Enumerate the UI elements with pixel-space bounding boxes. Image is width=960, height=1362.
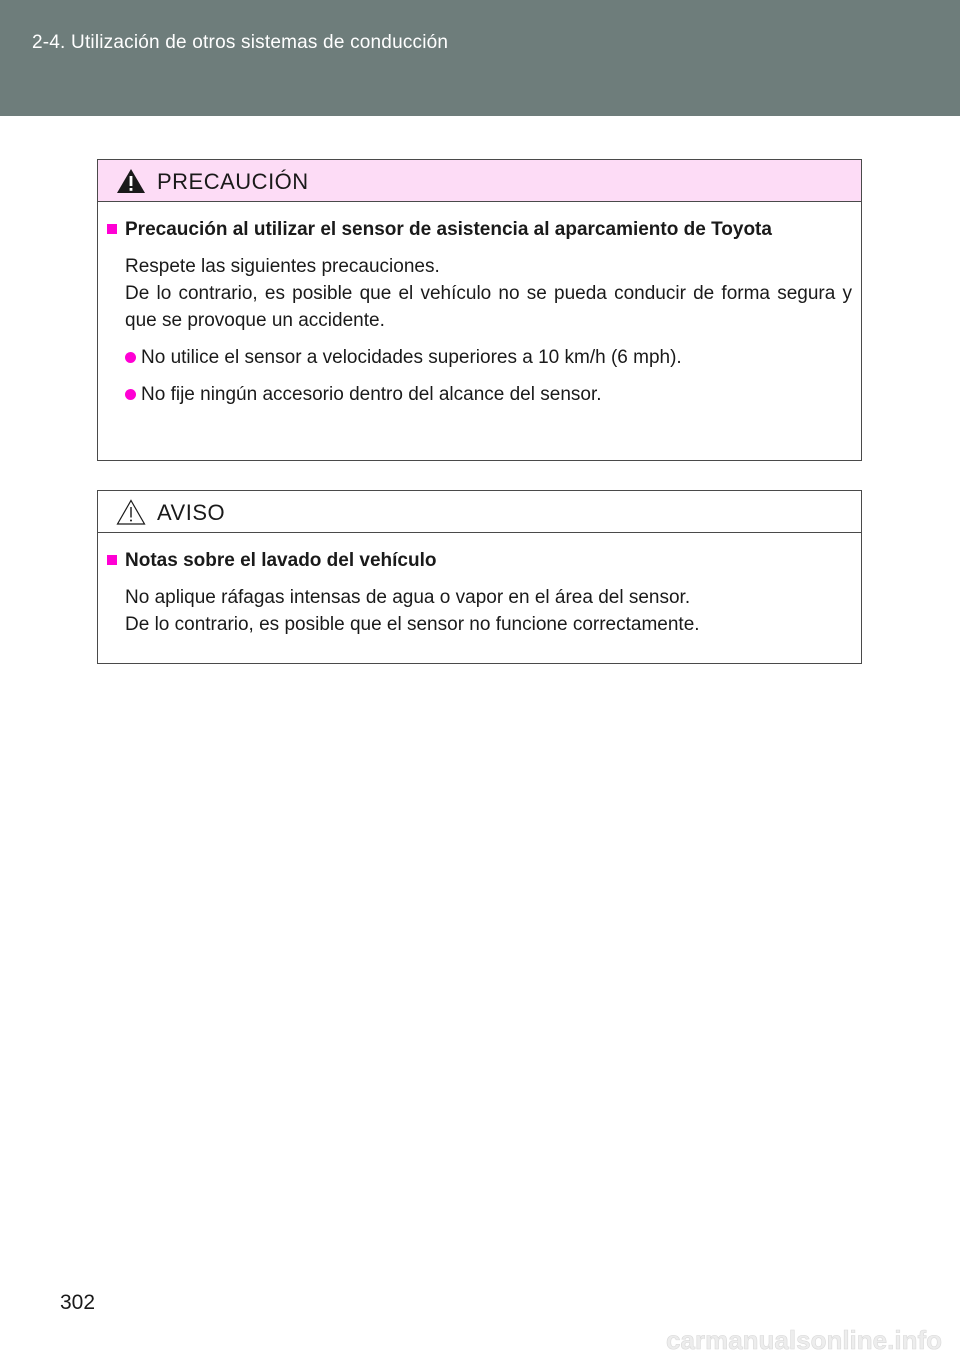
- warning-triangle-outline-icon: [116, 499, 146, 525]
- round-bullet-icon: [125, 352, 136, 363]
- notice-body: [98, 533, 861, 638]
- caution-bullet-2: No fije ningún accesorio dentro del alcance del sensor.: [141, 384, 602, 405]
- notice-para2: De lo contrario, es posible que el sensor no funcione correctamente.: [125, 614, 700, 635]
- caution-para2: De lo contrario, es posible que el vehículo no se pueda conducir de forma segura y que se provoque un accidente.: [125, 283, 852, 331]
- section-title: 2-4. Utilización de otros sistemas de conducción: [32, 32, 449, 53]
- square-bullet-icon: [107, 555, 117, 565]
- caution-label: PRECAUCIÓN: [157, 169, 309, 194]
- watermark-logo: [584, 1325, 944, 1355]
- caution-para1: Respete las siguientes precauciones.: [125, 256, 440, 277]
- page-number: 302: [60, 1291, 96, 1314]
- caution-paragraph: [107, 253, 852, 334]
- caution-header: [98, 160, 861, 202]
- notice-label: AVISO: [157, 500, 226, 525]
- caution-heading-text: Precaución al utilizar el sensor de asistencia al aparcamiento de Toyota: [125, 219, 772, 240]
- caution-box: [97, 159, 862, 461]
- notice-box: [97, 490, 862, 664]
- list-item: [107, 381, 852, 408]
- caution-heading: [107, 216, 852, 243]
- warning-triangle-filled-icon: [116, 168, 146, 194]
- round-bullet-icon: [125, 389, 136, 400]
- caution-bullet-1: No utilice el sensor a velocidades superiores a 10 km/h (6 mph).: [141, 347, 682, 368]
- svg-text:carmanualsonline.info: carmanualsonline.info: [666, 1325, 942, 1355]
- page-header: [0, 0, 960, 116]
- notice-header: [98, 491, 861, 533]
- notice-heading-text: Notas sobre el lavado del vehículo: [125, 550, 437, 571]
- list-item: [107, 344, 852, 371]
- notice-paragraph: [107, 584, 852, 638]
- notice-heading: [107, 547, 852, 574]
- square-bullet-icon: [107, 224, 117, 234]
- caution-body: [98, 202, 861, 408]
- notice-para1: No aplique ráfagas intensas de agua o vapor en el área del sensor.: [125, 587, 691, 608]
